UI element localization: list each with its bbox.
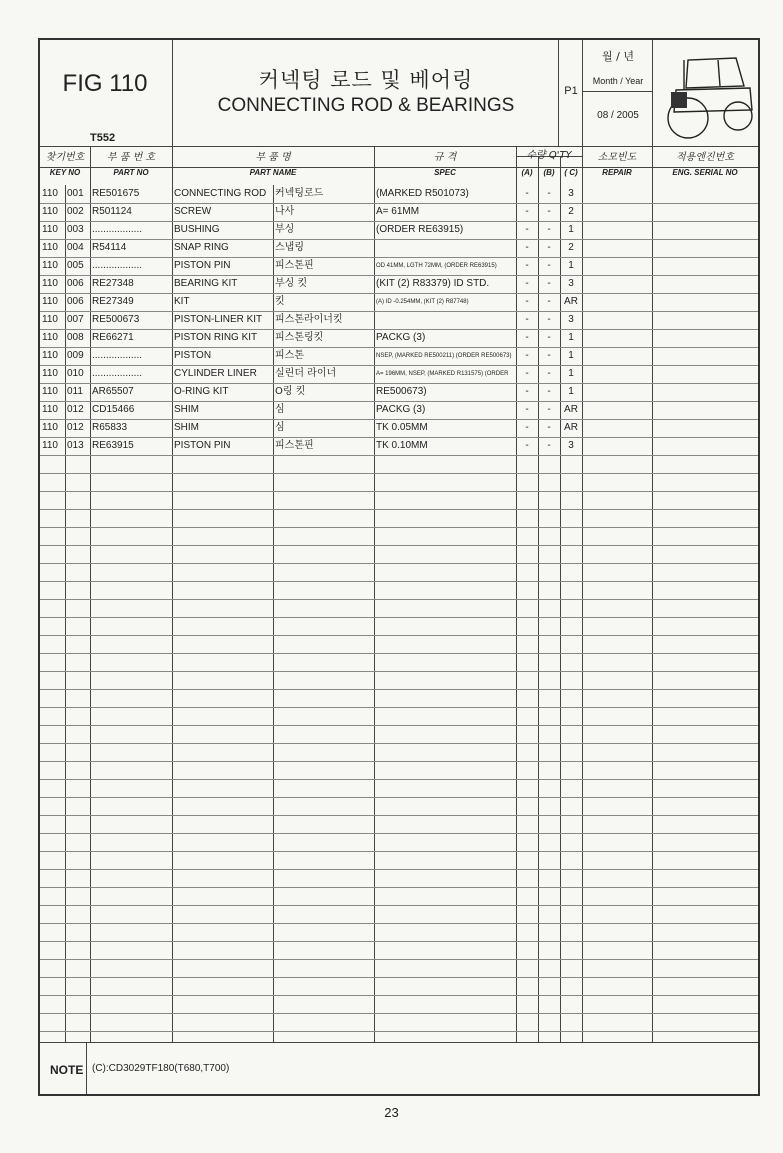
cell-name: PISTON xyxy=(174,350,212,361)
cell-name-ko: 실린더 라이너 xyxy=(275,368,337,379)
cell-name: KIT xyxy=(174,296,190,307)
cell-key: 001 xyxy=(67,188,84,199)
table-row-line xyxy=(40,725,758,726)
col-qty-c: ( C) xyxy=(564,168,578,177)
table-row xyxy=(40,293,758,311)
cell-c: 3 xyxy=(568,314,574,325)
col-name: PART NAME xyxy=(249,168,297,177)
table-row-line xyxy=(40,833,758,834)
cell-key: 003 xyxy=(67,224,84,235)
cell-key: 004 xyxy=(67,242,84,253)
cell-a: - xyxy=(525,440,529,451)
cell-b: - xyxy=(547,278,551,289)
cell-c: 1 xyxy=(568,224,574,235)
cell-name-ko: 피스톤링킷 xyxy=(275,332,324,343)
cell-name: SNAP RING xyxy=(174,242,229,253)
cell-name-ko: 킷 xyxy=(275,296,285,307)
divider xyxy=(558,40,559,146)
cell-a: - xyxy=(525,224,529,235)
table-row-line xyxy=(40,887,758,888)
col-eng-ko: 적용엔진번호 xyxy=(676,152,734,163)
cell-fig: 110 xyxy=(42,224,58,235)
cell-c: 1 xyxy=(568,332,574,343)
table-row xyxy=(40,437,758,455)
cell-fig: 110 xyxy=(42,422,58,433)
cell-name: CONNECTING ROD xyxy=(174,188,267,199)
table-row-line xyxy=(40,1013,758,1014)
col-qty-b: (B) xyxy=(543,168,555,177)
cell-name-ko: O링 킷 xyxy=(275,386,306,397)
note-text: (C):CD3029TF180(T680,T700) xyxy=(92,1063,230,1074)
cell-fig: 110 xyxy=(42,242,58,253)
table-row xyxy=(40,311,758,329)
cell-c: AR xyxy=(564,404,578,415)
cell-a: - xyxy=(525,422,529,433)
table-row-line xyxy=(40,743,758,744)
table-row-line xyxy=(40,473,758,474)
table-row-line xyxy=(40,617,758,618)
cell-b: - xyxy=(547,386,551,397)
divider xyxy=(86,1042,87,1094)
cell-fig: 110 xyxy=(42,314,58,325)
cell-b: - xyxy=(547,242,551,253)
table-row xyxy=(40,203,758,221)
cell-a: - xyxy=(525,350,529,361)
cell-key: 006 xyxy=(67,278,84,289)
cell-part: RE27349 xyxy=(92,296,134,307)
cell-name-ko: 피스톤 xyxy=(275,350,304,361)
month-year-value: 08 / 2005 xyxy=(597,110,639,121)
cell-b: - xyxy=(547,206,551,217)
cell-fig: 110 xyxy=(42,296,58,307)
col-repair: REPAIR xyxy=(602,168,632,177)
month-year-label: Month / Year xyxy=(592,76,644,86)
cell-c: AR xyxy=(564,296,578,307)
cell-part: .................. xyxy=(92,260,143,271)
table-row-line xyxy=(40,635,758,636)
cell-name-ko: 스냅링 xyxy=(275,242,304,253)
cell-key: 011 xyxy=(67,386,83,397)
cell-spec: (MARKED R501073) xyxy=(376,188,469,199)
cell-name-ko: 피스톤라이너킷 xyxy=(275,314,343,325)
col-spec: SPEC xyxy=(434,168,456,177)
table-row xyxy=(40,383,758,401)
col-qty: 수량 Q'TY xyxy=(526,150,572,161)
table-row-line xyxy=(40,509,758,510)
cell-b: - xyxy=(547,188,551,199)
table-row-line xyxy=(40,707,758,708)
table-row-line xyxy=(40,491,758,492)
cell-fig: 110 xyxy=(42,386,58,397)
cell-a: - xyxy=(525,332,529,343)
cell-a: - xyxy=(525,314,529,325)
cell-c: 1 xyxy=(568,260,574,271)
cell-fig: 110 xyxy=(42,188,58,199)
cell-spec: PACKG (3) xyxy=(376,332,426,343)
cell-key: 012 xyxy=(67,404,84,415)
cell-spec: NSEP, (MARKED RE500211) (ORDER RE500673) xyxy=(376,353,512,359)
table-row-line xyxy=(40,779,758,780)
cell-c: AR xyxy=(564,422,578,433)
cell-key: 009 xyxy=(67,350,84,361)
cell-c: 1 xyxy=(568,368,574,379)
cell-spec: RE500673) xyxy=(376,386,427,397)
cell-a: - xyxy=(525,206,529,217)
table-row-line xyxy=(40,563,758,564)
table-row xyxy=(40,221,758,239)
cell-part: AR65507 xyxy=(92,386,134,397)
cell-c: 1 xyxy=(568,386,574,397)
cell-fig: 110 xyxy=(42,206,58,217)
cell-part: R501124 xyxy=(92,206,132,217)
cell-a: - xyxy=(525,242,529,253)
table-row-line xyxy=(40,527,758,528)
table-row-line xyxy=(40,599,758,600)
cell-key: 007 xyxy=(67,314,84,325)
table-row-line xyxy=(40,995,758,996)
cell-name-ko: 부싱 킷 xyxy=(275,278,308,289)
cell-part: RE27348 xyxy=(92,278,134,289)
col-repair-ko: 소모빈도 xyxy=(597,152,637,163)
table-row-line xyxy=(40,977,758,978)
cell-part: RE63915 xyxy=(92,440,134,451)
table-row-line xyxy=(40,653,758,654)
header-divider xyxy=(40,146,758,147)
table-row xyxy=(40,275,758,293)
cell-name: BUSHING xyxy=(174,224,220,235)
title-korean: 커넥팅 로드 및 베어링 xyxy=(258,68,474,92)
table-row-line xyxy=(40,905,758,906)
cell-name-ko: 커넥팅로드 xyxy=(275,188,324,199)
page-number: 23 xyxy=(384,1105,399,1120)
table-row-line xyxy=(40,455,758,456)
cell-spec: TK 0.05MM xyxy=(376,422,428,433)
cell-name-ko: 부싱 xyxy=(275,224,295,235)
cell-a: - xyxy=(525,278,529,289)
cell-name: PISTON PIN xyxy=(174,440,231,451)
cell-key: 010 xyxy=(67,368,84,379)
cell-fig: 110 xyxy=(42,368,58,379)
cell-fig: 110 xyxy=(42,260,58,271)
cell-part: CD15466 xyxy=(92,404,135,415)
cell-part: RE66271 xyxy=(92,332,134,343)
page-code: P1 xyxy=(564,85,578,97)
cell-name-ko: 심 xyxy=(275,404,285,415)
cell-part: R54114 xyxy=(92,242,127,253)
table-row xyxy=(40,365,758,383)
note-divider xyxy=(40,1042,758,1043)
tractor-icon xyxy=(656,46,756,142)
cell-c: 1 xyxy=(568,350,574,361)
table-row-line xyxy=(40,851,758,852)
cell-key: 012 xyxy=(67,422,84,433)
cell-name-ko: 나사 xyxy=(275,206,295,217)
table-row-line xyxy=(40,923,758,924)
cell-b: - xyxy=(547,332,551,343)
divider xyxy=(582,91,652,92)
cell-fig: 110 xyxy=(42,278,58,289)
cell-part: .................. xyxy=(92,350,143,361)
cell-key: 008 xyxy=(67,332,84,343)
cell-a: - xyxy=(525,404,529,415)
cell-fig: 110 xyxy=(42,404,58,415)
cell-part: .................. xyxy=(92,368,143,379)
cell-key: 002 xyxy=(67,206,84,217)
divider xyxy=(582,40,583,146)
cell-name-ko: 피스톤핀 xyxy=(275,260,314,271)
table-row-line xyxy=(40,941,758,942)
table-row xyxy=(40,239,758,257)
table-row xyxy=(40,329,758,347)
cell-a: - xyxy=(525,260,529,271)
cell-name-ko: 피스톤핀 xyxy=(275,440,314,451)
cell-spec: A= 61MM xyxy=(376,206,420,217)
model-code: T552 xyxy=(90,132,116,144)
cell-b: - xyxy=(547,296,551,307)
cell-name: PISTON RING KIT xyxy=(174,332,258,343)
cell-name: SHIM xyxy=(174,404,199,415)
table-row xyxy=(40,347,758,365)
cell-b: - xyxy=(547,440,551,451)
cell-name: O-RING KIT xyxy=(174,386,229,397)
table-row-line xyxy=(40,581,758,582)
cell-name: SHIM xyxy=(174,422,199,433)
cell-part: RE501675 xyxy=(92,188,140,199)
table-row-line xyxy=(40,797,758,798)
divider xyxy=(652,40,653,146)
cell-part: .................. xyxy=(92,224,143,235)
cell-b: - xyxy=(547,314,551,325)
table-row-line xyxy=(40,689,758,690)
cell-b: - xyxy=(547,404,551,415)
col-part: PART NO xyxy=(113,168,149,177)
table-row-line xyxy=(40,869,758,870)
cell-c: 2 xyxy=(568,242,574,253)
cell-b: - xyxy=(547,350,551,361)
divider xyxy=(172,40,173,146)
cell-spec: A= 196MM, NSEP, (MARKED R131575) (ORDER xyxy=(376,371,509,377)
col-name-ko: 부 품 명 xyxy=(255,152,291,163)
cell-spec: (A) ID -0.254MM, (KIT (2) R87748) xyxy=(376,299,469,305)
cell-c: 3 xyxy=(568,188,574,199)
cell-a: - xyxy=(525,368,529,379)
cell-name: PISTON PIN xyxy=(174,260,231,271)
col-key: KEY NO xyxy=(49,168,81,177)
table-row-line xyxy=(40,761,758,762)
col-part-ko: 부 품 번 호 xyxy=(106,152,156,163)
parts-sheet xyxy=(38,38,760,1096)
cell-name: CYLINDER LINER xyxy=(174,368,257,379)
cell-name: SCREW xyxy=(174,206,212,217)
col-spec-ko: 규 격 xyxy=(433,152,457,163)
col-eng: ENG. SERIAL NO xyxy=(672,168,738,177)
note-label: NOTE xyxy=(50,1063,84,1077)
table-row xyxy=(40,257,758,275)
cell-spec: OD 41MM, LGTH 72MM, (ORDER RE63915) xyxy=(376,263,497,269)
cell-spec: TK 0.10MM xyxy=(376,440,428,451)
cell-b: - xyxy=(547,422,551,433)
col-key-ko: 찾기번호 xyxy=(45,152,85,163)
cell-spec: (ORDER RE63915) xyxy=(376,224,464,235)
cell-c: 3 xyxy=(568,440,574,451)
cell-key: 013 xyxy=(67,440,84,451)
table-row-line xyxy=(40,1031,758,1032)
cell-b: - xyxy=(547,260,551,271)
cell-c: 2 xyxy=(568,206,574,217)
cell-a: - xyxy=(525,296,529,307)
cell-b: - xyxy=(547,224,551,235)
table-row xyxy=(40,185,758,203)
cell-a: - xyxy=(525,188,529,199)
cell-fig: 110 xyxy=(42,440,58,451)
table-row-line xyxy=(40,815,758,816)
cell-c: 3 xyxy=(568,278,574,289)
table-row xyxy=(40,401,758,419)
cell-spec: (KIT (2) R83379) ID STD. xyxy=(376,278,490,289)
cell-a: - xyxy=(525,386,529,397)
col-qty-a: (A) xyxy=(521,168,533,177)
cell-part: RE500673 xyxy=(92,314,140,325)
title-english: CONNECTING ROD & BEARINGS xyxy=(217,95,515,116)
month-year-label-korean: 월 / 년 xyxy=(602,50,634,63)
cell-name: PISTON-LINER KIT xyxy=(174,314,263,325)
table-row-line xyxy=(40,545,758,546)
cell-b: - xyxy=(547,368,551,379)
cell-name: BEARING KIT xyxy=(174,278,238,289)
cell-name-ko: 심 xyxy=(275,422,285,433)
table-row-line xyxy=(40,671,758,672)
cell-spec: PACKG (3) xyxy=(376,404,426,415)
figure-number: FIG 110 xyxy=(62,70,148,97)
cell-key: 006 xyxy=(67,296,84,307)
cell-fig: 110 xyxy=(42,332,58,343)
table-row-line xyxy=(40,959,758,960)
table-row xyxy=(40,419,758,437)
cell-part: R65833 xyxy=(92,422,128,433)
cell-key: 005 xyxy=(67,260,84,271)
cell-fig: 110 xyxy=(42,350,58,361)
